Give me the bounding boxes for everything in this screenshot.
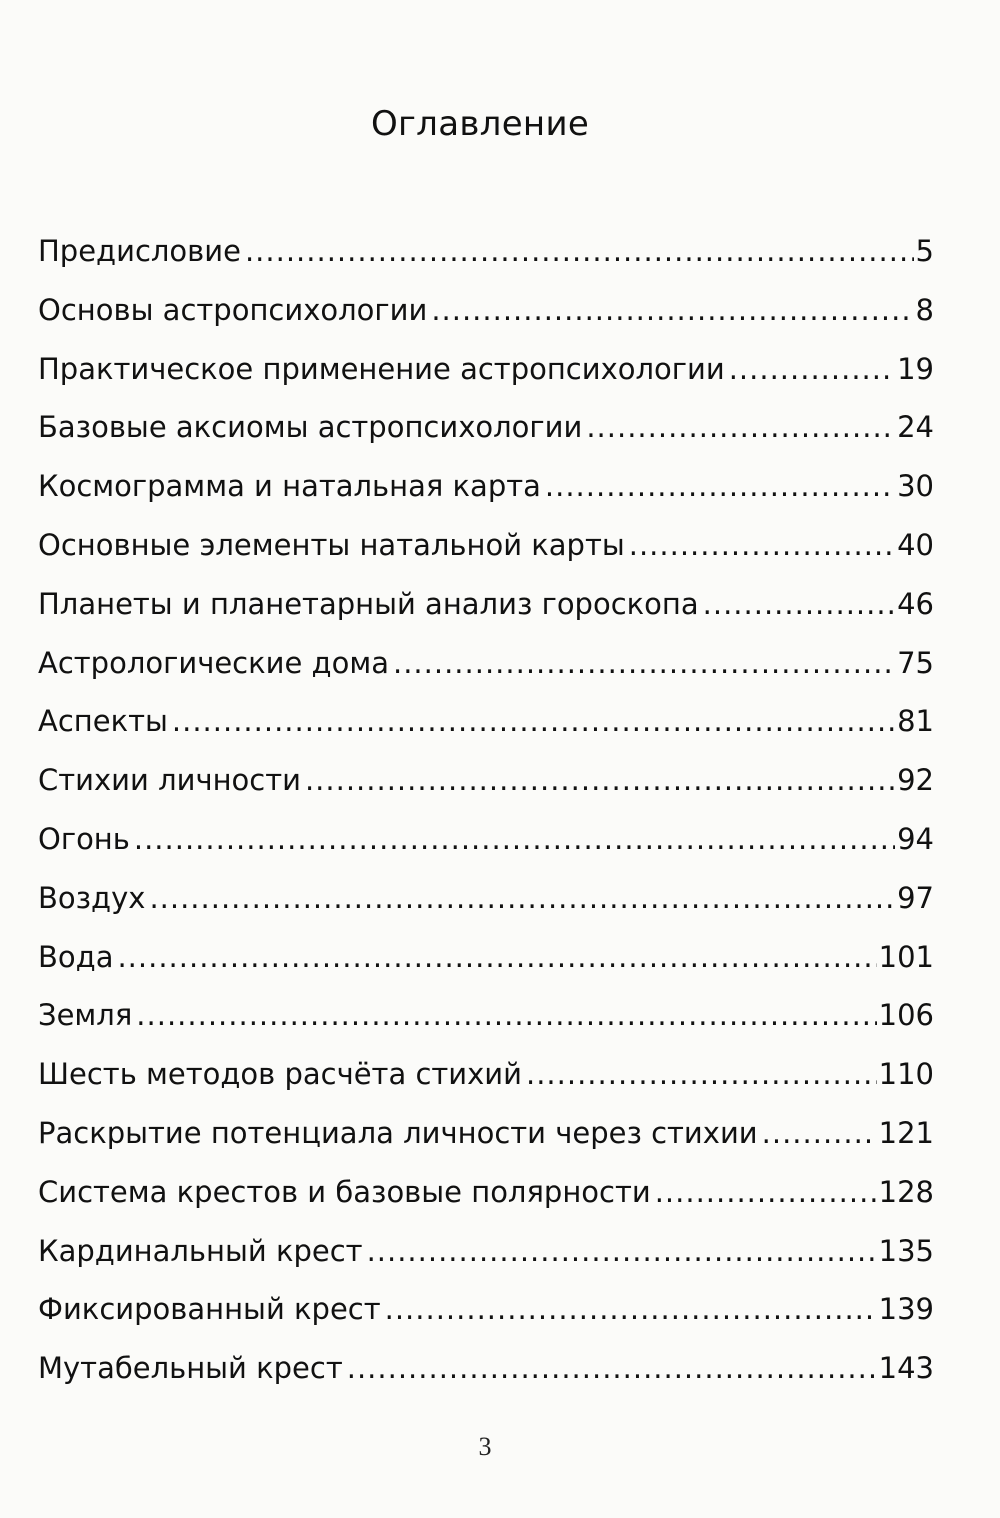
toc-entry-title: Воздух — [38, 880, 146, 915]
toc-entry-page: 5 — [915, 234, 934, 268]
toc-entry — [38, 692, 934, 751]
dot-leader — [655, 1163, 877, 1222]
dot-leader — [149, 869, 895, 928]
toc-entry — [38, 457, 934, 516]
dot-leader — [526, 1045, 877, 1104]
dot-leader — [172, 692, 895, 751]
toc-entry-title: Основные элементы натальной карты — [38, 527, 625, 562]
toc-entry — [38, 1163, 934, 1222]
toc-entry-title: Огонь — [38, 821, 130, 856]
toc-entry — [38, 1222, 934, 1281]
toc-entry — [38, 222, 934, 281]
dot-leader — [245, 222, 914, 281]
toc-title: Оглавление — [370, 104, 590, 144]
toc-entry-title: Основы астропсихологии — [38, 292, 428, 327]
toc-entry-page: 81 — [897, 704, 934, 739]
toc-entry — [38, 1045, 934, 1104]
toc-entry-page: 101 — [878, 939, 934, 974]
toc-entry-title: Земля — [38, 998, 133, 1033]
dot-leader — [136, 986, 876, 1045]
dot-leader — [367, 1222, 877, 1281]
toc-entry — [38, 928, 934, 987]
toc-entry — [38, 986, 934, 1045]
toc-entry-page: 110 — [878, 1057, 934, 1092]
toc-entry — [38, 810, 934, 869]
dot-leader — [393, 634, 895, 693]
toc-entry-page: 97 — [897, 880, 934, 915]
toc-entry-page: 106 — [878, 998, 934, 1033]
dot-leader — [305, 751, 895, 810]
dot-leader — [703, 575, 895, 634]
toc-entry-title: Мутабельный крест — [38, 1351, 343, 1386]
toc-entry — [38, 1280, 934, 1339]
toc-entry-page: 143 — [878, 1351, 934, 1386]
toc-entry — [38, 634, 934, 693]
toc-entry-page: 121 — [878, 1115, 934, 1150]
toc-entry-title: Раскрытие потенциала личности через стихии — [38, 1115, 758, 1150]
toc-entry-title: Вода — [38, 939, 114, 974]
dot-leader — [431, 281, 913, 340]
toc-entry — [38, 869, 934, 928]
dot-leader — [729, 340, 895, 399]
dot-leader — [586, 398, 895, 457]
toc-entry-title: Планеты и планетарный анализ гороскопа — [38, 586, 699, 621]
toc-entry-page: 19 — [897, 351, 934, 386]
toc-entry-page: 135 — [878, 1233, 934, 1268]
dot-leader — [117, 928, 876, 987]
toc-entry-title: Практическое применение астропсихологии — [38, 351, 725, 386]
dot-leader — [629, 516, 895, 575]
toc-entry-title: Космограмма и натальная карта — [38, 469, 541, 504]
toc-entry-page: 92 — [897, 763, 934, 798]
toc-entry — [38, 281, 934, 340]
toc-entry-title: Базовые аксиомы астропсихологии — [38, 410, 583, 445]
toc-entry — [38, 340, 934, 399]
toc-entry-title: Система крестов и базовые полярности — [38, 1174, 651, 1209]
toc-entry-page: 128 — [878, 1174, 934, 1209]
toc-entry — [38, 1104, 934, 1163]
toc-entry-page: 139 — [878, 1292, 934, 1327]
dot-leader — [762, 1104, 877, 1163]
toc-entry-title: Предисловие — [38, 234, 241, 268]
toc-entry-page: 24 — [897, 410, 934, 445]
dot-leader — [545, 457, 895, 516]
dot-leader — [347, 1339, 877, 1398]
toc-entry — [38, 575, 934, 634]
toc-entry-page: 30 — [897, 469, 934, 504]
toc-list — [38, 222, 934, 1398]
toc-entry-title: Аспекты — [38, 704, 168, 739]
dot-leader — [385, 1280, 877, 1339]
toc-entry-page: 40 — [897, 527, 934, 562]
toc-entry-page: 46 — [897, 586, 934, 621]
toc-entry-title: Фиксированный крест — [38, 1292, 381, 1327]
toc-entry-title: Шесть методов расчёта стихий — [38, 1057, 522, 1092]
toc-entry-title: Стихии личности — [38, 763, 301, 798]
toc-entry — [38, 398, 934, 457]
dot-leader — [134, 810, 895, 869]
toc-entry-page: 8 — [915, 292, 934, 327]
toc-entry-page: 94 — [897, 821, 934, 856]
toc-entry-title: Кардинальный крест — [38, 1233, 363, 1268]
toc-entry — [38, 751, 934, 810]
toc-entry — [38, 516, 934, 575]
toc-entry — [38, 1339, 934, 1398]
toc-entry-title: Астрологические дома — [38, 645, 389, 680]
page-number: 3 — [478, 1432, 492, 1461]
toc-entry-page: 75 — [897, 645, 934, 680]
